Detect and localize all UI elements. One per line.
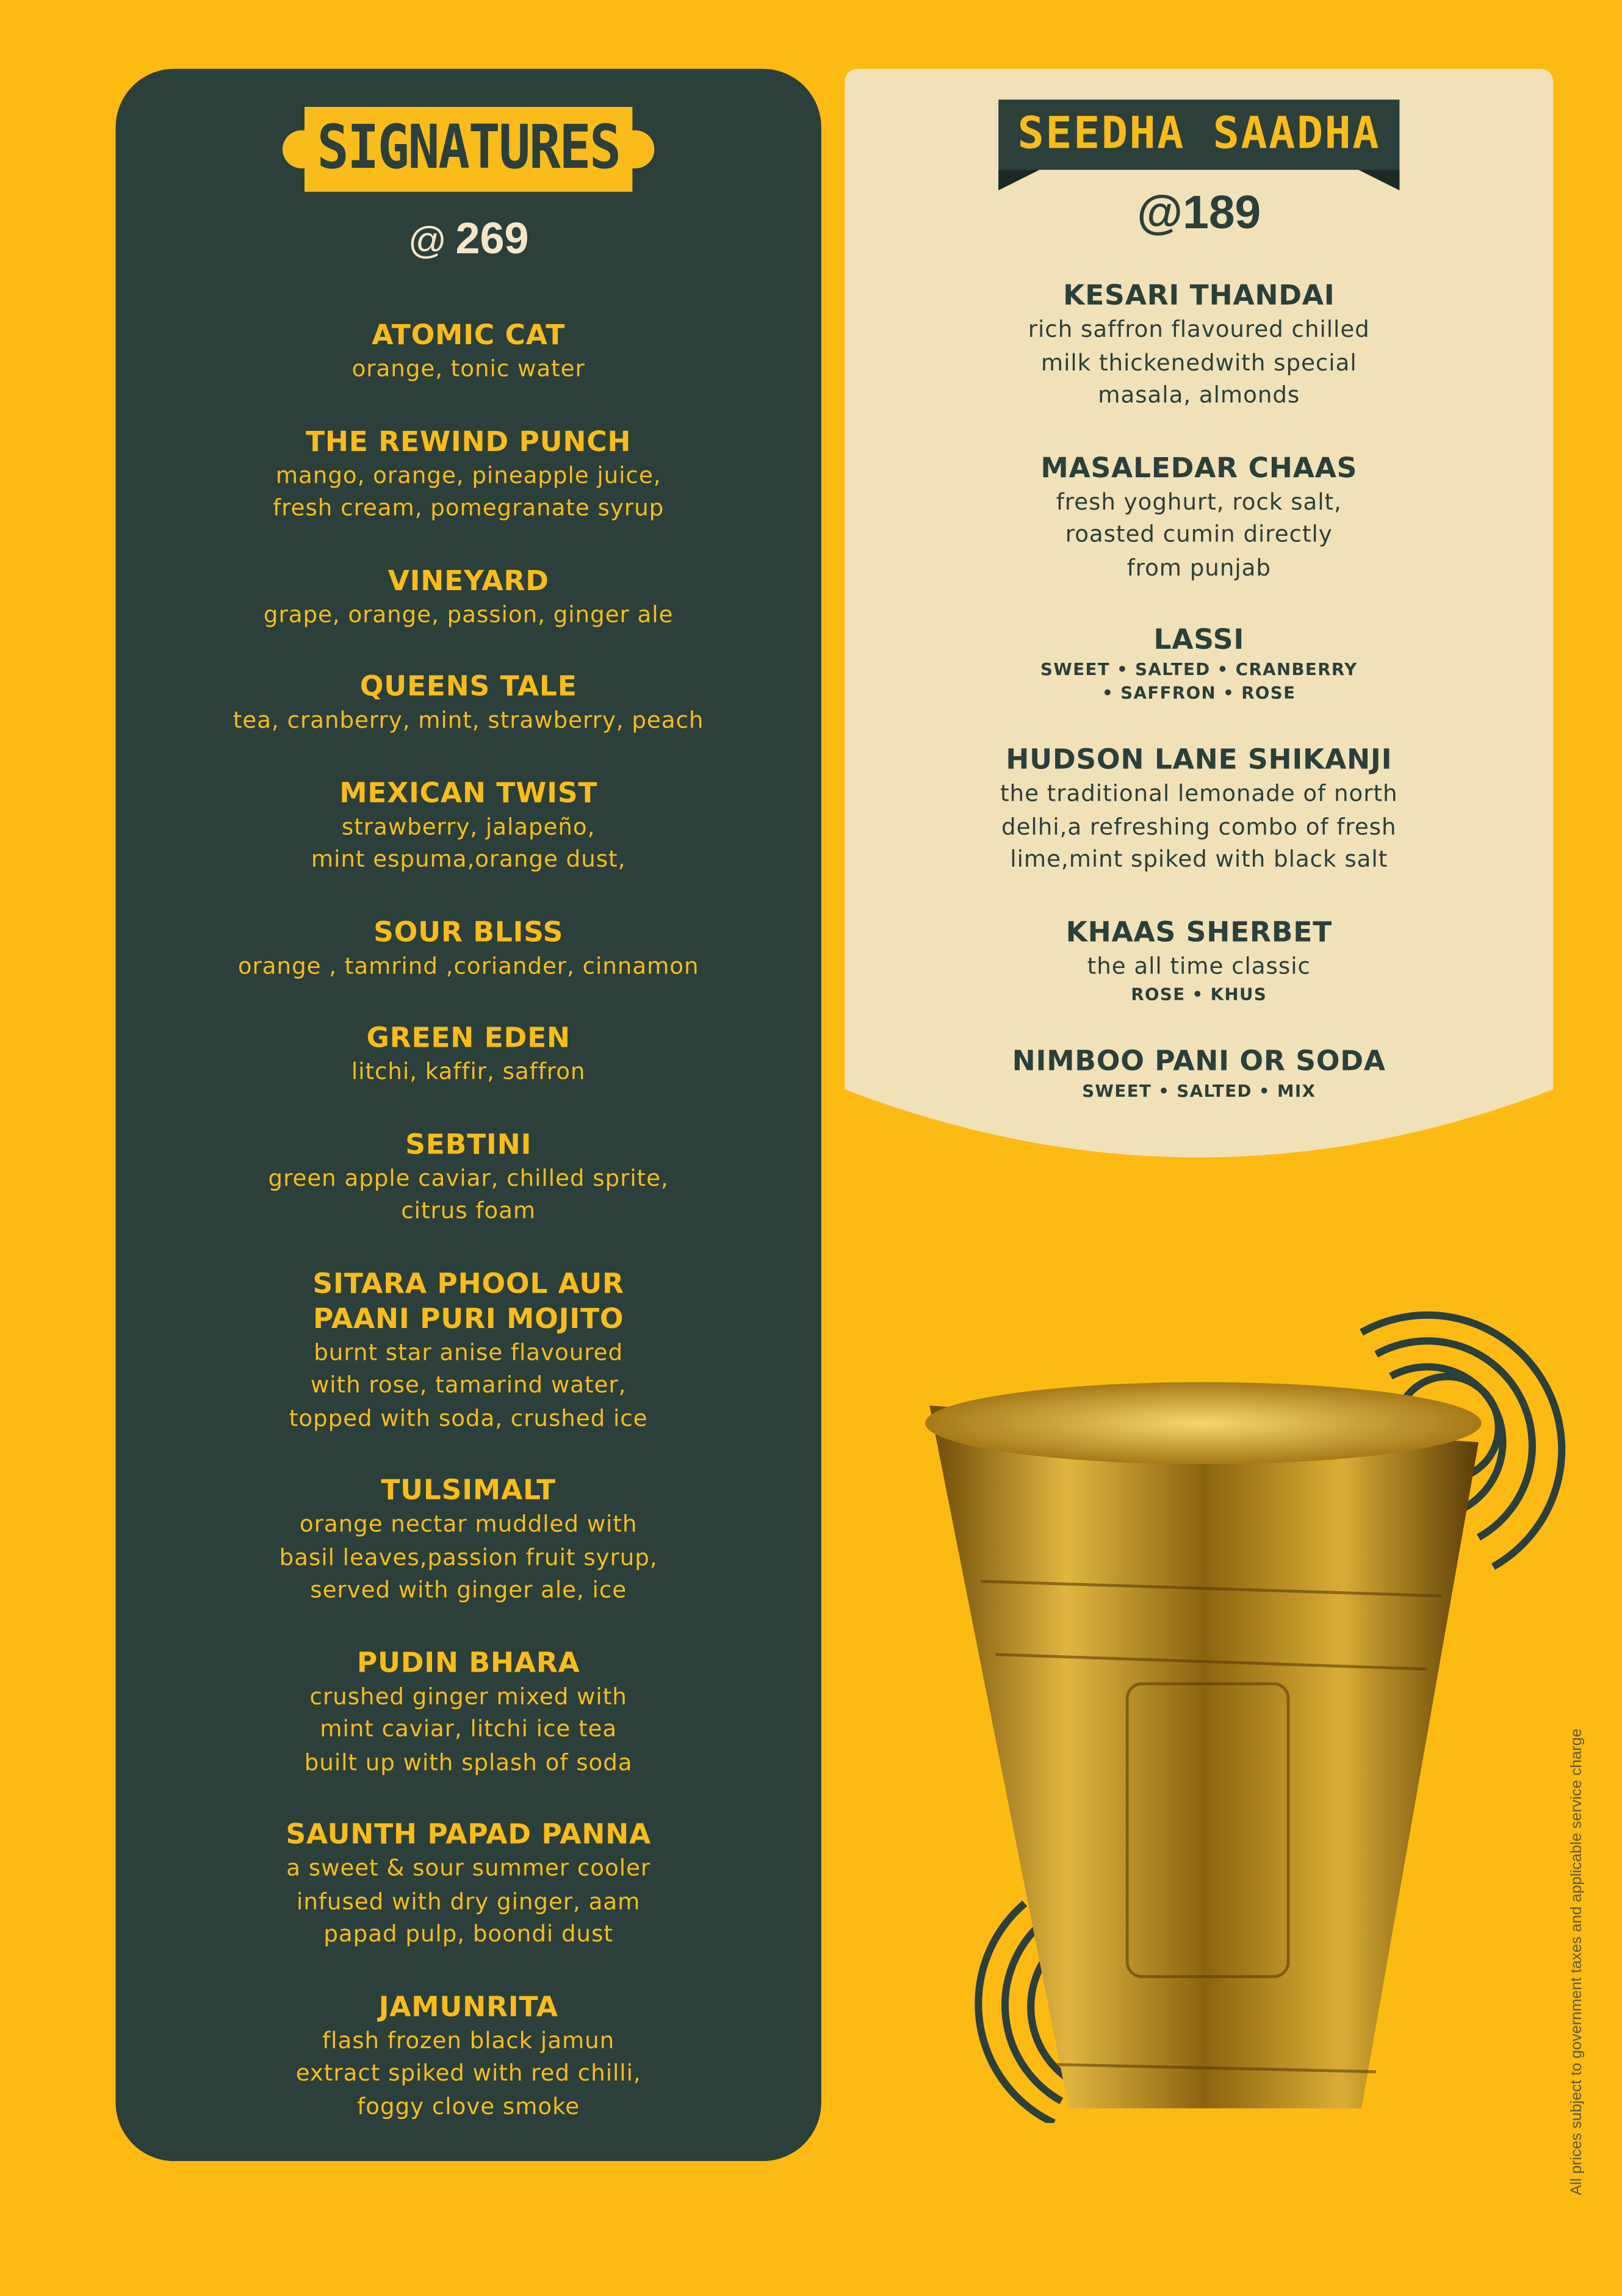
menu-item [116, 563, 821, 631]
menu-item [116, 775, 821, 876]
menu-item [116, 1989, 821, 2123]
signatures-banner [283, 107, 654, 192]
item-name: SAUNTH PAPAD PANNA [286, 1818, 652, 1851]
seedha-saadha-banner [998, 99, 1399, 193]
menu-item [845, 278, 1553, 413]
signatures-price [116, 215, 821, 265]
item-name: KHAAS SHERBET [1065, 915, 1332, 948]
menu-item [116, 669, 821, 737]
item-name: NIMBOO PANI OR SODA [1012, 1045, 1386, 1078]
menu-item [116, 1645, 821, 1779]
menu-item [116, 1266, 821, 1435]
menu-item [845, 1044, 1553, 1102]
item-description: tea, cranberry, mint, strawberry, peach [232, 707, 704, 734]
item-description: rich saffron flavoured chilled milk thickenedwith special masala, almonds [1028, 316, 1370, 409]
price-prefix: @ [408, 218, 447, 262]
item-description: fresh yoghurt, rock salt, roasted cumin directly from punjab [1056, 488, 1342, 581]
item-name: ATOMIC CAT [372, 319, 566, 352]
item-name: LASSI [1153, 623, 1245, 656]
signatures-panel [116, 69, 821, 2161]
menu-item [116, 1020, 821, 1089]
seedha-saadha-title: SEEDHA SAADHA [1017, 108, 1381, 160]
item-name: QUEENS TALE [359, 670, 577, 703]
item-name: MEXICAN TWIST [339, 776, 598, 809]
item-name: SOUR BLISS [373, 915, 564, 948]
menu-item [116, 318, 821, 386]
menu-item [116, 914, 821, 983]
menu-item [845, 742, 1553, 876]
item-description: mango, orange, pineapple juice, fresh cream, pomegranate syrup [273, 461, 665, 522]
item-description: grape, orange, passion, ginger ale [263, 601, 674, 627]
item-name: TULSIMALT [381, 1474, 556, 1507]
menu-item [845, 623, 1553, 704]
item-name: THE REWIND PUNCH [306, 425, 632, 458]
item-name: HUDSON LANE SHIKANJI [1006, 743, 1393, 776]
item-description: litchi, kaffir, saffron [351, 1058, 586, 1085]
item-description: the all time classic [1087, 952, 1311, 979]
menu-item [845, 914, 1553, 1006]
menu-item [116, 424, 821, 525]
seedha-saadha-panel [845, 69, 1553, 1174]
seedha-saadha-list [845, 278, 1553, 1141]
item-description: flash frozen black jamun extract spiked with red chilli, foggy clove smoke [295, 2027, 641, 2120]
item-options: SWEET • SALTED • MIX [1082, 1080, 1316, 1102]
item-description: a sweet & sour summer cooler infused with dry ginger, aam papad pulp, boondi dust [286, 1855, 651, 1948]
item-name: PUDIN BHARA [356, 1646, 580, 1679]
item-name: VINEYARD [387, 564, 549, 597]
item-description: strawberry, jalapeño, mint espuma,orange dust, [311, 813, 626, 873]
item-description: the traditional lemonade of north delhi,a refreshing combo of fresh lime,mint spiked with black salt [1000, 780, 1398, 873]
menu-item [116, 1817, 821, 1951]
item-description: burnt star anise flavoured with rose, tamarind water, topped with soda, crushed ice [289, 1338, 648, 1432]
signatures-title: SIGNATURES [317, 114, 620, 183]
golden-glass-image [878, 1244, 1566, 2123]
menu-item [845, 450, 1553, 585]
item-name: JAMUNRITA [378, 1990, 558, 2023]
price-value: 269 [455, 215, 529, 264]
seedha-saadha-price: @189 [1137, 186, 1261, 239]
item-description: crushed ginger mixed with mint caviar, litchi ice tea built up with splash of soda [304, 1683, 633, 1775]
item-options: ROSE • KHUS [1131, 984, 1267, 1005]
item-description: orange , tamrind ,coriander, cinnamon [237, 952, 699, 979]
menu-item [116, 1127, 821, 1228]
item-name: SITARA PHOOL AUR PAANI PURI MOJITO [312, 1267, 624, 1335]
item-options: SWEET • SALTED • CRANBERRY • SAFFRON • ROSE [1040, 659, 1358, 703]
item-description: green apple caviar, chilled sprite, citrus foam [268, 1164, 669, 1224]
item-name: SEBTINI [405, 1128, 532, 1161]
menu-item [116, 1473, 821, 1607]
item-name: GREEN EDEN [366, 1022, 571, 1055]
price-disclaimer [1563, 1684, 1590, 2240]
item-name: MASALEDAR CHAAS [1040, 452, 1358, 484]
price-disclaimer-text: All prices subject to government taxes and applicable service charge [1568, 1728, 1586, 2195]
item-description: orange, tonic water [351, 355, 585, 383]
item-description: orange nectar muddled with basil leaves,passion fruit syrup, served with ginger ale, ice [279, 1511, 658, 1603]
item-name: KESARI THANDAI [1063, 280, 1335, 312]
signatures-list [116, 318, 821, 2161]
